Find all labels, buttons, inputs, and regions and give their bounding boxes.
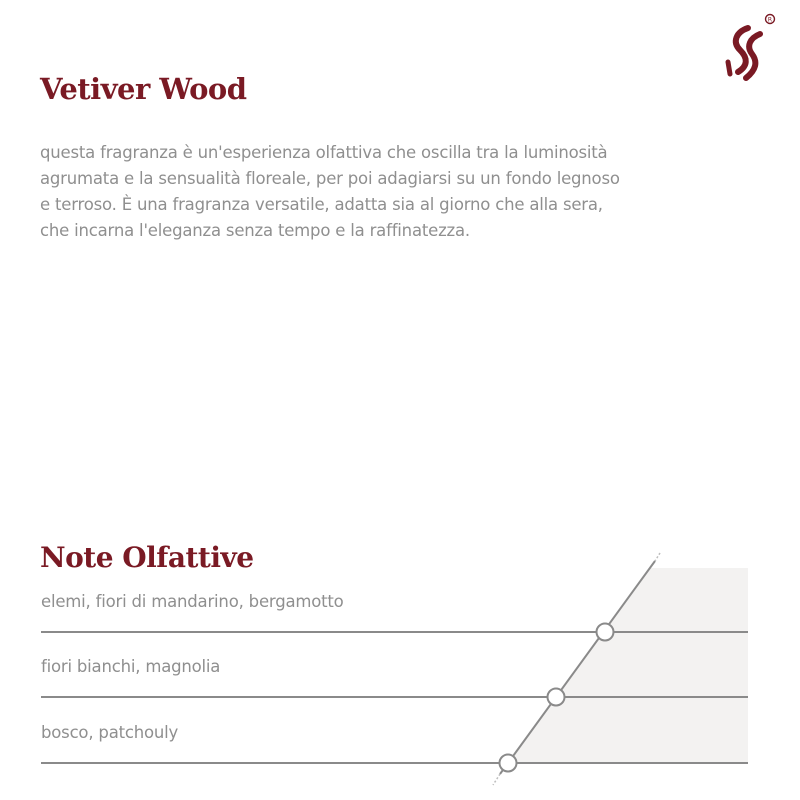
heart-notes-label: fiori bianchi, magnolia [41,657,221,676]
top-note-marker [597,624,614,641]
base-notes-label: bosco, patchouly [41,723,179,742]
notes-title: Note Olfattive [40,541,254,574]
brand-logo-icon [718,12,780,84]
base-note-marker [500,755,517,772]
product-title: Vetiver Wood [40,72,247,106]
top-notes-label: elemi, fiori di mandarino, bergamotto [41,592,344,611]
svg-text:R: R [767,16,773,24]
heart-note-marker [548,689,565,706]
product-description: questa fragranza è un'esperienza olfattiva che oscilla tra la luminosità agrumata e la sensualità floreale, per poi adagiarsi su un fondo legnoso e terroso. È una fragranza versatile, adatta sia al giorno che alla sera, che incarna l'eleganza senza tempo e la raffinatezza. [40,143,620,240]
